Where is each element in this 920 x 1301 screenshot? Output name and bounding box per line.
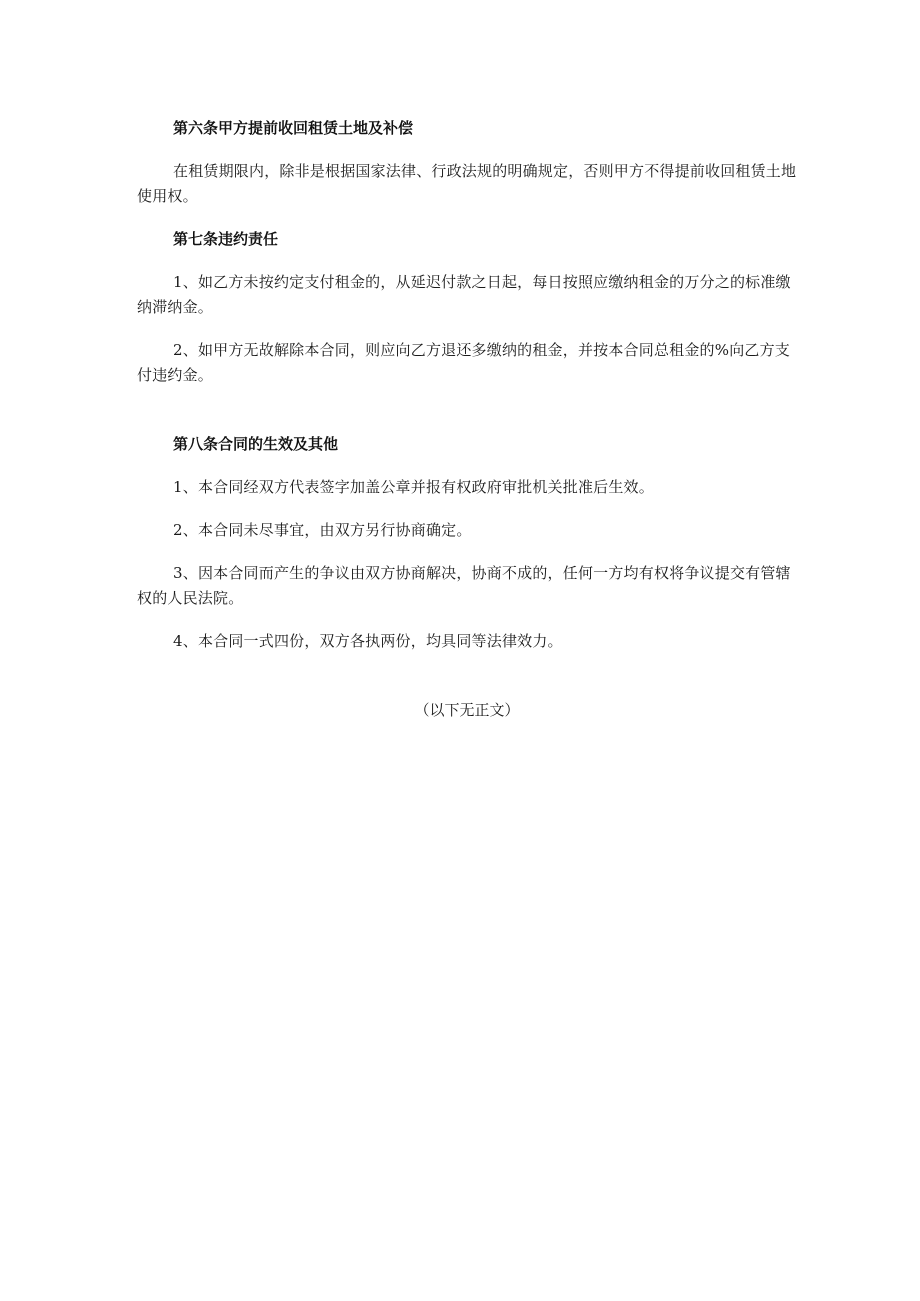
- article-7-paragraph-2: 2、如甲方无故解除本合同，则应向乙方退还多缴纳的租金，并按本合同总租金的%向乙方支付违约金。: [137, 341, 791, 384]
- article-6-paragraph-1: 在租赁期限内，除非是根据国家法律、行政法规的明确规定，否则甲方不得提前收回租赁土地使用权。: [137, 162, 797, 205]
- article-6-heading: 第六条甲方提前收回租赁土地及补偿: [173, 119, 414, 137]
- article-8-paragraph-4: 4、本合同一式四份，双方各执两份，均具同等法律效力。: [173, 632, 563, 650]
- article-8-heading: 第八条合同的生效及其他: [173, 435, 339, 453]
- article-7-paragraph-1: 1、如乙方未按约定支付租金的，从延迟付款之日起，每日按照应缴纳租金的万分之的标准缴纳滞纳金。: [137, 273, 791, 316]
- document-page: [137, 116, 797, 723]
- article-8-paragraph-1: 1、本合同经双方代表签字加盖公章并报有权政府审批机关批准后生效。: [173, 478, 654, 496]
- article-7-heading: 第七条违约责任: [173, 230, 279, 248]
- end-of-text-marker: （以下无正文）: [414, 701, 520, 719]
- article-8-paragraph-2: 2、本合同未尽事宜，由双方另行协商确定。: [173, 521, 472, 539]
- article-8-paragraph-3: 3、因本合同而产生的争议由双方协商解决，协商不成的，任何一方均有权将争议提交有管辖权的人民法院。: [137, 564, 791, 607]
